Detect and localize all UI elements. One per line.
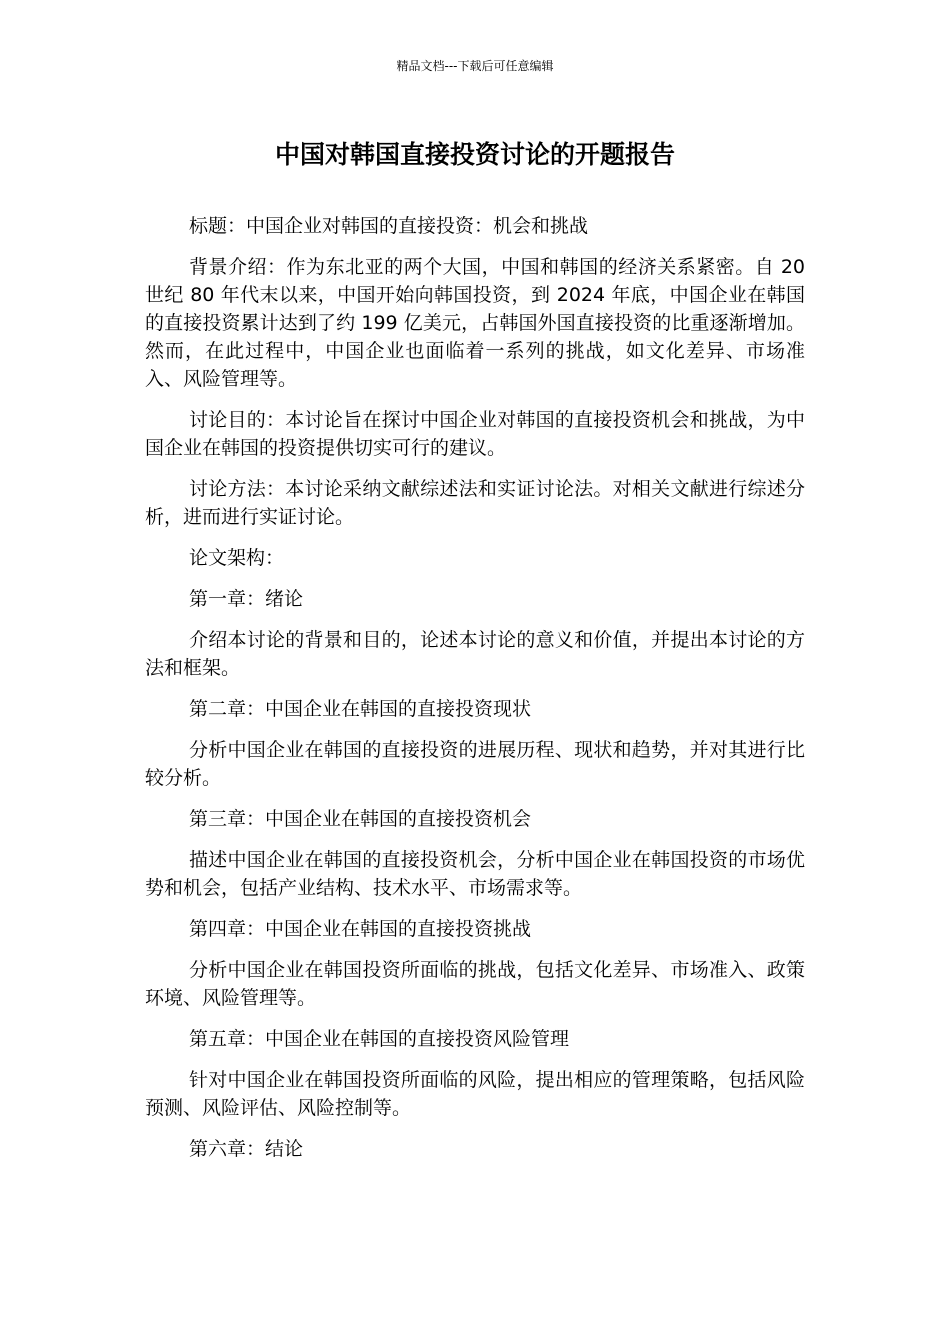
document-title: 中国对韩国直接投资讨论的开题报告 [274, 140, 675, 169]
chapter-3-heading: 第三章：中国企业在韩国的直接投资机会 [189, 808, 532, 830]
paragraph-subject: 标题：中国企业对韩国的直接投资：机会和挑战 [189, 215, 589, 237]
chapter-5-description: 针对中国企业在韩国投资所面临的风险，提出相应的管理策略，包括风险预测、风险评估、风险控制等。 [145, 1069, 805, 1119]
paragraph-purpose: 讨论目的：本讨论旨在探讨中国企业对韩国的直接投资机会和挑战，为中国企业在韩国的投资提供切实可行的建议。 [145, 409, 805, 459]
chapter-2-description: 分析中国企业在韩国的直接投资的进展历程、现状和趋势，并对其进行比较分析。 [145, 739, 805, 789]
chapter-1-heading: 第一章：绪论 [189, 588, 304, 610]
paragraph-structure-heading: 论文架构： [189, 547, 285, 569]
chapter-1-description: 介绍本讨论的背景和目的，论述本讨论的意义和价值，并提出本讨论的方法和框架。 [145, 629, 805, 679]
paragraph-method: 讨论方法：本讨论采纳文献综述法和实证讨论法。对相关文献进行综述分析，进而进行实证讨论。 [145, 478, 805, 528]
page-header-note: 精品文档---下载后可任意编辑 [396, 59, 554, 73]
chapter-6-heading: 第六章：结论 [189, 1138, 304, 1160]
document-body [145, 212, 805, 1176]
chapter-5-heading: 第五章：中国企业在韩国的直接投资风险管理 [189, 1028, 570, 1050]
chapter-4-description: 分析中国企业在韩国投资所面临的挑战，包括文化差异、市场准入、政策环境、风险管理等。 [145, 959, 805, 1009]
chapter-4-heading: 第四章：中国企业在韩国的直接投资挑战 [189, 918, 532, 940]
chapter-3-description: 描述中国企业在韩国的直接投资机会，分析中国企业在韩国投资的市场优势和机会，包括产业结构、技术水平、市场需求等。 [145, 849, 805, 899]
paragraph-background: 背景介绍：作为东北亚的两个大国，中国和韩国的经济关系紧密。自 20 世纪 80 年代末以来，中国开始向韩国投资，到 2024 年底，中国企业在韩国的直接投资累计达到了约 199 亿美元，占韩国外国直接投资的比重逐渐增加。然而，在此过程中，中国企业也面临着一系列的挑战，如文化差异、市场准入、风险管理等。 [145, 256, 805, 390]
chapter-2-heading: 第二章：中国企业在韩国的直接投资现状 [189, 698, 532, 720]
